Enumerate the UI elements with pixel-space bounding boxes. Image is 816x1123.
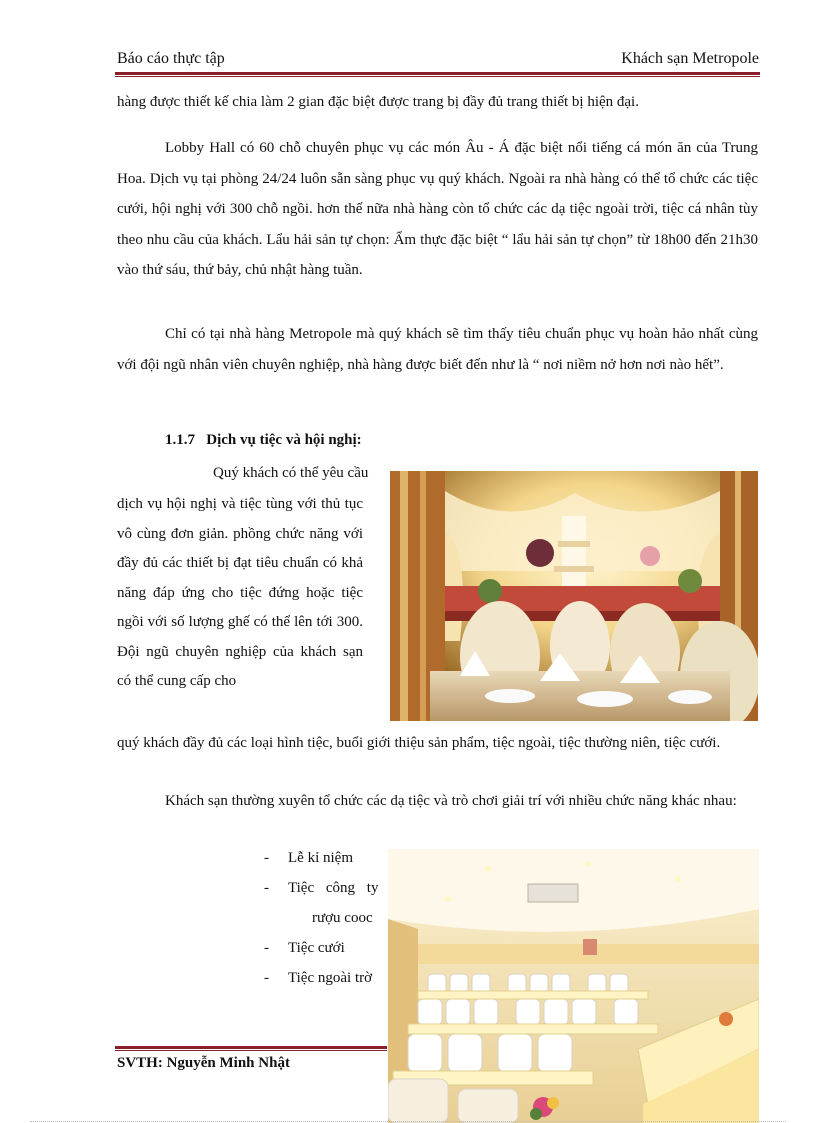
list-bullet: - (264, 940, 269, 956)
footer-rule (115, 1046, 387, 1049)
section-heading (165, 432, 362, 449)
header-right: Khách sạn Metropole (621, 50, 759, 67)
list-item (264, 970, 269, 987)
side-text-body: dịch vụ hội nghị và tiệc tùng với thủ tục vô cùng đơn giản. phồng chức năng với đầy đủ các thiết bị đạt tiêu chuẩn có khả năng đáp ứng cho tiệc đứng hoặc tiệc ngồi với số lượng ghế có thể lên tới 300. Đội ngũ chuyên nghiệp của khách sạn có thể cung cấp cho (117, 496, 363, 689)
side-text-first: Quý khách có thể yêu cầu (213, 465, 369, 481)
paragraph-0: hàng được thiết kế chia làm 2 gian đặc biệt được trang bị đầy đủ trang thiết bị hiện đại. (117, 94, 639, 110)
header-left: Báo cáo thực tập (117, 50, 225, 67)
paragraph-3: Khách sạn thường xuyên tổ chức các dạ tiệc và trò chơi giải trí với nhiều chức năng khác nhau: (165, 793, 737, 809)
footer-name: Nguyễn Minh Nhật (166, 1055, 290, 1071)
side-text-continued: quý khách đầy đủ các loại hình tiệc, buổi giới thiệu sản phẩm, tiệc ngoài, tiệc thường niên, tiệc cưới. (117, 735, 721, 751)
list-item-text: Lễ kỉ niệm (288, 850, 353, 866)
paragraph-1: Lobby Hall có 60 chỗ chuyên phục vụ các món Âu - Á đặc biệt nổi tiếng cá món ăn của Trung Hoa. Dịch vụ tại phòng 24/24 luôn sẵn sàng phục vụ quý khách. Ngoài ra nhà hàng có thể tổ chức các tiệc cưới, hội nghị với 300 chỗ ngồi. hơn thế nữa nhà hàng còn tổ chức các dạ tiệc ngoài trời, tiệc cá nhân tùy theo nhu cầu của khách. Lẩu hải sản tự chọn: Ẩm thực đặc biệt “ lẩu hải sản tự chọn” từ 18h00 đến 21h30 vào thứ sáu, thứ bảy, chủ nhật hàng tuần. (117, 140, 758, 278)
list-item-text: rượu cooc (312, 910, 373, 926)
section-title: Dịch vụ tiệc và hội nghị: (206, 432, 362, 448)
list-bullet: - (264, 880, 269, 896)
list-item (264, 940, 269, 957)
paragraph-2: Chỉ có tại nhà hàng Metropole mà quý khách sẽ tìm thấy tiêu chuẩn phục vụ hoàn hảo nhất cùng với đội ngũ nhân viên chuyên nghiệp, nhà hàng được biết đến như là “ nơi niềm nở hơn nơi nào hết”. (117, 326, 758, 373)
list-item (264, 850, 269, 867)
footer-author (117, 1055, 290, 1072)
list-bullet: - (264, 850, 269, 866)
header-rule-thin (115, 76, 760, 77)
list-item (264, 880, 269, 897)
conference-room-photo (388, 849, 759, 1123)
page-bottom-divider (30, 1121, 786, 1122)
section-number: 1.1.7 (165, 432, 195, 448)
footer-label: SVTH: (117, 1055, 163, 1071)
list-bullet: - (264, 970, 269, 986)
footer-rule-thin (115, 1050, 387, 1051)
list-item-text: Tiệc cưới (288, 940, 345, 956)
list-item-text: Tiệc ngoài trờ (288, 970, 373, 986)
list-item-text: Tiệc công ty (288, 880, 379, 896)
header-rule (115, 72, 760, 75)
wedding-banquet-photo (390, 471, 758, 721)
